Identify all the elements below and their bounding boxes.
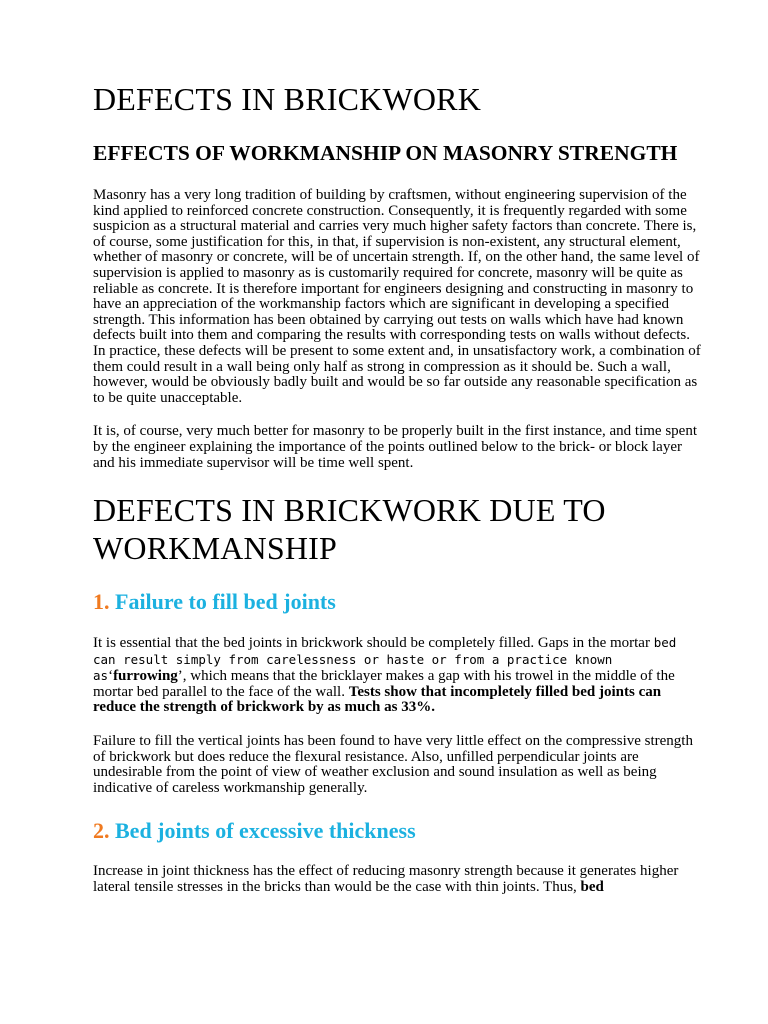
section-1-p1-bold-finding: Tests show that incompletely filled bed joints can reduce the strength of brickwork by as much as 33%. xyxy=(93,683,662,716)
section-1-paragraph-1 xyxy=(93,635,705,716)
document-page xyxy=(93,80,705,896)
section-1-p1-part-b: bed can result simply from carelessness or haste or from a practice known as xyxy=(93,635,677,684)
section-2-title: Bed joints of excessive thickness xyxy=(115,818,416,844)
section-2-paragraph-1 xyxy=(93,864,705,895)
section-1-paragraph-2: Failure to fill the vertical joints has been found to have very little effect on the compressive strength of brickwork but does reduce the flexural resistance. Also, unfilled perpendicular joints are undesirable from the point of view of weather exclusion and sound insulation as well as being indicative of careless workmanship generally. xyxy=(93,733,693,796)
section-1-p1-quote-close: ’, xyxy=(177,668,187,685)
section-2-heading xyxy=(93,818,705,844)
section-2-p1-bold: bed xyxy=(580,879,604,896)
section-1-p1-quote-open: ‘ xyxy=(108,668,114,685)
document-title: DEFECTS IN BRICKWORK xyxy=(93,81,482,117)
section-2-number: 2. xyxy=(93,818,110,844)
section-heading-defects: DEFECTS IN BRICKWORK DUE TO WORKMANSHIP xyxy=(93,492,606,567)
section-1-title: Failure to fill bed joints xyxy=(115,589,336,615)
document-subtitle: EFFECTS OF WORKMANSHIP ON MASONRY STRENGTH xyxy=(93,141,678,165)
section-2-p1-text: Increase in joint thickness has the effect of reducing masonry strength because it generates higher lateral tensile stresses in the bricks than would be the case with thin joints. Thus, xyxy=(93,863,679,896)
section-1-term-furrowing: furrowing xyxy=(113,668,178,685)
section-1-p1-part-c: which means that the bricklayer makes a gap with his trowel in the middle of the mortar bed parallel to the face of the wall. xyxy=(93,668,675,700)
section-1-heading xyxy=(93,589,705,615)
intro-paragraph-2: It is, of course, very much better for masonry to be properly built in the first instance, and time spent by the engineer explaining the importance of the points outlined below to the brick- or block layer and his immediate supervisor will be time well spent. xyxy=(93,423,698,471)
section-1-p1-part-a: It is essential that the bed joints in brickwork should be completely filled. Gaps in the mortar xyxy=(93,635,650,652)
intro-paragraph-1: Masonry has a very long tradition of building by craftsmen, without engineering supervision of the kind applied to reinforced concrete construction. Consequently, it is frequently regarded with some suspicion as a structural material and carries very much higher safety factors than concrete. There is, of course, some justification for this, in that, if supervision is non-existent, any structural element, whether of masonry or concrete, will be of uncertain strength. If, on the other hand, the same level of supervision is applied to masonry as is customarily required for concrete, masonry will be quite as reliable as concrete. It is therefore important for engineers designing and constructing in masonry to have an appreciation of the workmanship factors which are significant in developing a specified strength. This information has been obtained by carrying out tests on walls which have had known defects built into them and comparing the results with corresponding tests on walls without defects. In practice, these defects will be present to some extent and, in unsatisfactory work, a combination of them could result in a wall being only half as strong in compression as it should be. Such a wall, however, would be obviously badly built and would be so far outside any reasonable specification as to be quite unacceptable. xyxy=(93,187,701,406)
section-1-number: 1. xyxy=(93,589,110,615)
